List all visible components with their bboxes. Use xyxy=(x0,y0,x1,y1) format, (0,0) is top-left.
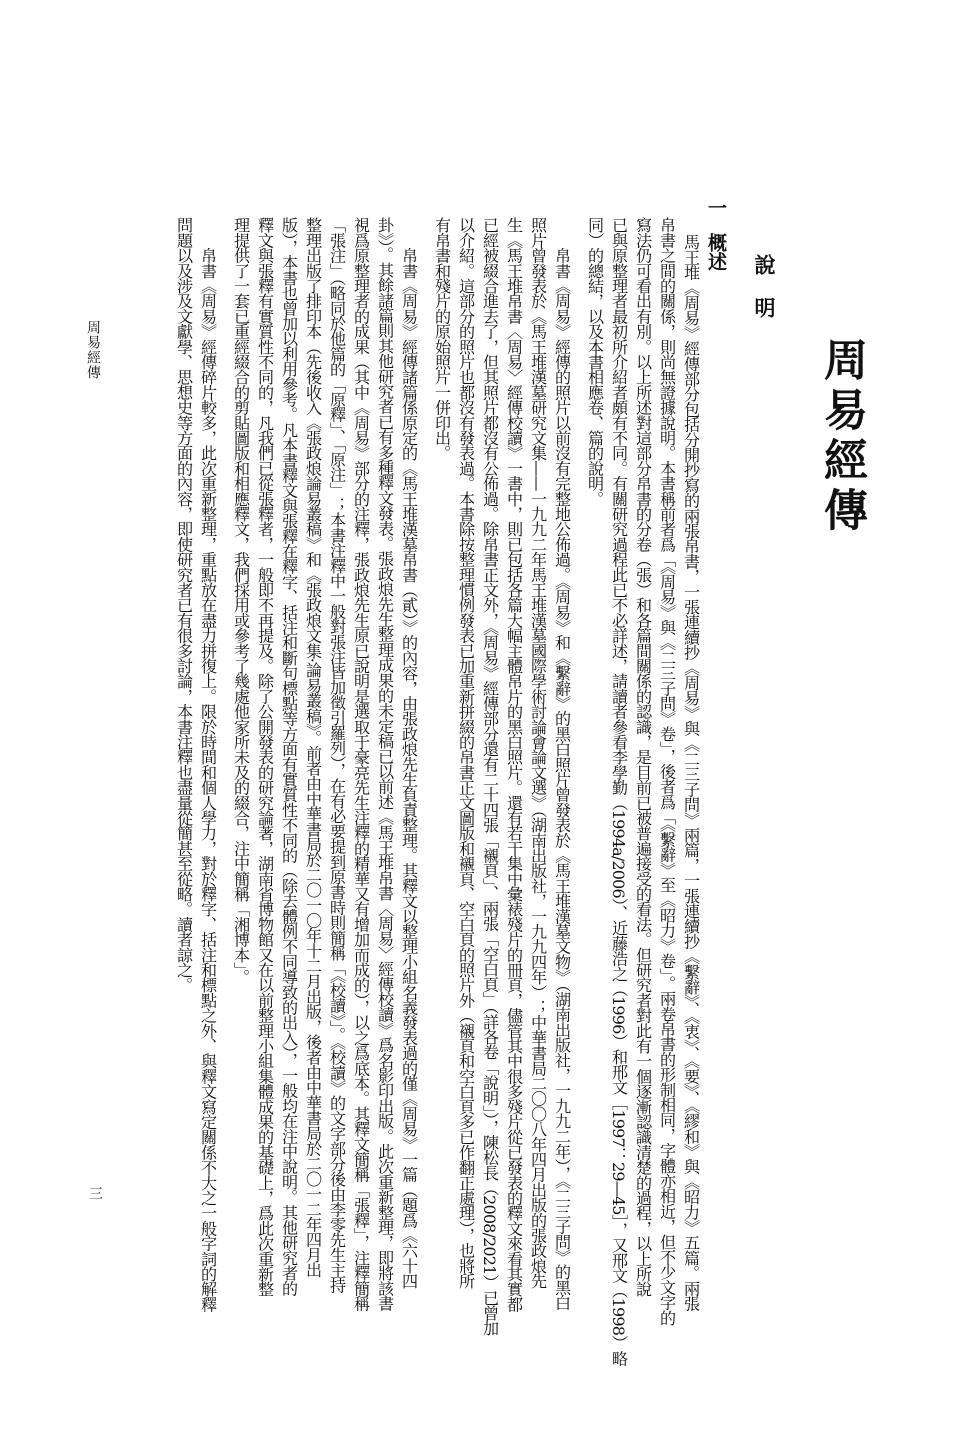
body-line: 整理出版了排印本（先後收入《張政烺論易叢稿》和《張政烺文集·論易叢稿》。前者由中華書局於二〇一〇年十二月出版，後者由中華書局於二〇一二年四月出 xyxy=(303,217,323,1278)
body-line: 釋文與張釋有實質性不同的，凡我們已從張釋者，一般即不再提及。除了公開發表的研究論著，湖南省博物館又在以前整理小組集體成果的基礎上，爲此次重新整 xyxy=(255,217,275,1297)
body-line: 帛書之間的關係，則尚無證據說明。本書稱前者爲「《周易》與《二三子問》卷」，後者爲「《繫辭》至《昭力》卷」。兩卷帛書的形制相同，字體亦相近，但不少文字的 xyxy=(657,217,677,1325)
body-line: 寫法仍可看出有別。以上所述對這部分帛書的分卷（張）和各篇間關係的認識，是目前已被普遍接受的看法。但研究者對此有一個逐漸認識清楚的過程，以上所說 xyxy=(633,217,653,1297)
body-line: 卦》）。其餘諸篇則其他研究者已有多種釋文發表。張政烺先生整理成果的未定稿已以前述《馬王堆帛書〈周易〉經傳校讀》爲名影印出版。此次重新整理，即將該書 xyxy=(375,217,395,1311)
body-line: 理提供了一套已重經綴合的剪貼圖版和相應釋文，我們採用或參考了幾處他家所未及的綴合，注中簡稱「湘博本」。 xyxy=(231,217,251,985)
body-line: 視爲原整理者的成果（其中《周易》部分的注釋，張政烺先生原已說明是選取于豪亮先生注釋的精華又有增加而成的），以之爲底本。其釋文簡稱「張釋」，注釋簡稱 xyxy=(351,217,371,1311)
body-line: 已與原整理者最初所介紹者頗有不同。有關研究過程此已不必詳述，請讀者參看李學勤（1994a/2006）、近藤浩之（1996）和邢文［1997：29—45］，又邢文（1998）略 xyxy=(609,217,629,1366)
body-line: 有帛書和殘片的原始照片一併印出。 xyxy=(432,217,452,461)
subsection-number: 一 xyxy=(705,198,727,217)
body-line: 「張注」（略同於他篇的「原釋」、「原注」；本書注釋中一般對張注皆加徵引羅列），在有必要提到原書時則簡稱「《校讀》」。《校讀》的文字部分後由李零先生主持 xyxy=(327,217,347,1293)
body-line: 生《馬王堆帛書〈周易〉經傳校讀》一書中，則已包括各篇大幅主體帛片的黑白照片。還有若干集中彙裱殘片的冊頁，儘管其中很多殘片從已發表的釋文來看其實都 xyxy=(504,217,524,1312)
page-number: 三 xyxy=(87,1186,103,1200)
body-line: 問題以及涉及文獻學、思想史等方面的內容，即使研究者已有很多討論，本書注釋也盡量從簡甚至從略。讀者諒之。 xyxy=(174,217,194,993)
section-heading: 說明 xyxy=(752,254,777,340)
body-line: 已經被綴合進去了，但其照片都沒有公佈過。除帛書正文外，《周易》經傳部分還有二十四張「襯頁」、兩張「空白頁」（詳各卷「說明」），陳松長（2008/2021）已曾加 xyxy=(480,217,500,1336)
body-line: 馬王堆《周易》經傳部分包括分開抄寫的兩張帛書，一張連續抄《周易》與《二三子問》兩篇，一張連續抄《繫辭》、《衷》、《要》、《繆和》與《昭力》五篇。兩張 xyxy=(681,234,701,1311)
subsection-heading xyxy=(706,198,725,271)
body-line: 照片曾發表於《馬王堆漢墓研究文集——一九九二年馬王堆漢墓國際學術討論會論文選》（湖南出版社，一九九四年）；中華書局二〇〇八年四月出版的張政烺先 xyxy=(528,217,548,1289)
body-line: 以介紹。這部分的照片也都沒有發表過。本書除按整理慣例發表已加重新拼綴的帛書正文圖版和襯頁、空白頁的照片外（襯頁和空白頁多已作翻正處理），也將所 xyxy=(456,217,476,1289)
body-line: 帛書《周易》經傳碎片較多，此次重新整理，重點放在盡力拼復上。限於時間和個人學力，對於釋字、括注和標點之外、與釋文寫定關係不大之一般字詞的解釋 xyxy=(198,217,218,1312)
body-line: 版），本書也曾加以利用參考。凡本書釋文與張釋在釋字、括注和斷句標點等方面有實質性不同的（除去體例不同導致的出入），一般均在注中說明。其他研究者的 xyxy=(279,217,299,1296)
body-line: 帛書《周易》經傳的照片以前沒有完整地公佈過。《周易》和《繫辭》的黑白照片曾發表於《馬王堆漢墓文物》（湖南出版社，一九九二年），《二三子問》的黑白 xyxy=(552,217,572,1310)
body-line: 帛書《周易》經傳諸篇係原定的《馬王堆漢墓帛書（貳）》的內容，由張政烺先生負責整理。其釋文以整理小組名義發表過的僅《周易》一篇（題爲《六十四 xyxy=(399,217,419,1289)
running-header: 周易經傳 xyxy=(85,320,101,380)
subsection-title: 概述 xyxy=(705,233,727,271)
body-line: 同）的總結，以及本書相應卷、篇的說明。 xyxy=(585,217,605,506)
page-title: 周易經傳 xyxy=(816,337,867,537)
